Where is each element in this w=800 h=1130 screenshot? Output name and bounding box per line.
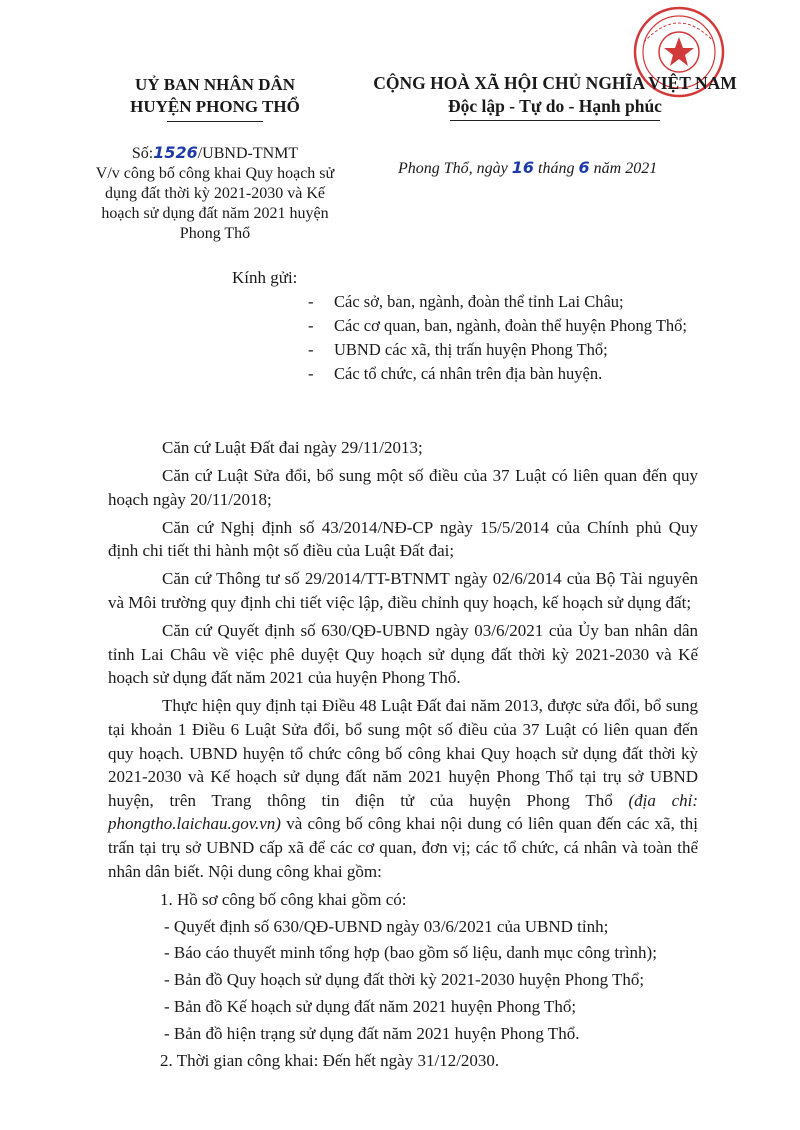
website-address: (địa chỉ: phongtho.laichau.gov.vn): [108, 790, 698, 834]
recipient-item: - UBND các xã, thị trấn huyện Phong Thổ;: [308, 340, 608, 359]
recipients-heading: Kính gửi:: [232, 268, 298, 287]
list-item: - Bản đồ Kế hoạch sử dụng đất năm 2021 huyện Phong Thổ;: [164, 997, 577, 1017]
doc-number-prefix: Số:: [131, 145, 154, 162]
authority-line-1: UỶ BAN NHÂN DÂN: [134, 75, 296, 94]
issuing-authority: [85, 74, 345, 122]
legal-basis-paragraph: Căn cứ Luật Đất đai ngày 29/11/2013;: [162, 438, 423, 457]
doc-number-suffix: /UBND-TNMT: [197, 145, 299, 162]
recipient-item: - Các cơ quan, ban, ngành, đoàn thể huyện Phong Thổ;: [308, 316, 688, 335]
date-month: 6: [578, 158, 590, 177]
list-item: - Bản đồ hiện trạng sử dụng đất năm 2021 huyện Phong Thổ.: [164, 1024, 580, 1044]
legal-basis-paragraph: Căn cứ Nghị định số 43/2014/NĐ-CP ngày 15/5/2014 của Chính phủ Quy định chi tiết thi hành một số điều của Luật Đất đai;: [108, 517, 698, 561]
list-item: - Bản đồ Quy hoạch sử dụng đất thời kỳ 2021-2030 huyện Phong Thổ;: [164, 970, 645, 990]
implementation-paragraph: Thực hiện quy định tại Điều 48 Luật Đất đai năm 2013, được sửa đổi, bổ sung tại khoản 1 Điều 6 Luật Sửa đổi, bổ sung một số điều của 37 Luật có liên quan đến quy hoạch. UBND huyện tổ chức công bố công khai Quy hoạch sử dụng đất thời kỳ 2021-2030 và Kế hoạch sử dụng đất năm 2021 huyện Phong Thổ tại trụ sở UBND huyện, trên Trang thông tin điện tử của huyện Phong Thổ (địa chỉ: phongtho.laichau.gov.vn) và công bố công khai nội dung có liên quan đến các xã, thị trấn tại trụ sở UBND cấp xã để các cơ quan, đơn vị; các tổ chức, cá nhân và toàn thể nhân dân biết. Nội dung công khai gồm:: [108, 696, 699, 881]
legal-basis-paragraph: Căn cứ Thông tư số 29/2014/TT-BTNMT ngày 02/6/2014 của Bộ Tài nguyên và Môi trường quy định chi tiết việc lập, điều chỉnh quy hoạch, kế hoạch sử dụng đất;: [108, 569, 698, 613]
doc-number-handwritten: 1526: [153, 143, 198, 162]
motto-underline: [450, 120, 660, 121]
document-body: [108, 436, 698, 1076]
date-month-word: tháng: [538, 160, 575, 177]
list-item: 2. Thời gian công khai: Đến hết ngày 31/12/2030.: [160, 1051, 500, 1071]
national-title: [345, 72, 765, 121]
date-line: [398, 158, 758, 178]
list-item: - Báo cáo thuyết minh tổng hợp (bao gồm số liệu, danh mục công trình);: [164, 943, 657, 963]
authority-underline: [167, 121, 263, 122]
recipients-list: [308, 290, 687, 386]
recipient-item: - Các sở, ban, ngành, đoàn thể tỉnh Lai Châu;: [308, 292, 624, 311]
nation-name: CỘNG HOÀ XÃ HỘI CHỦ NGHĨA VIỆT NAM: [373, 73, 737, 93]
date-place: Phong Thổ, ngày: [398, 160, 508, 177]
national-motto: Độc lập - Tự do - Hạnh phúc: [448, 96, 662, 116]
authority-line-2: HUYỆN PHONG THỔ: [130, 97, 300, 116]
document-number: [85, 142, 345, 164]
date-day: 16: [511, 158, 535, 177]
recipient-item: - Các tổ chức, cá nhân trên địa bàn huyện.: [308, 364, 603, 383]
document-subject: V/v công bố công khai Quy hoạch sử dụng đất thời kỳ 2021-2030 và Kế hoạch sử dụng đất năm 2021 huyện Phong Thổ: [95, 165, 335, 242]
date-year: năm 2021: [593, 160, 658, 177]
disclosure-contents-list: [108, 888, 698, 1073]
legal-basis-paragraph: Căn cứ Luật Sửa đổi, bổ sung một số điều của 37 Luật có liên quan đến quy hoạch ngày 20/11/2018;: [108, 466, 698, 509]
legal-basis-paragraph: Căn cứ Quyết định số 630/QĐ-UBND ngày 03/6/2021 của Ủy ban nhân dân tỉnh Lai Châu về việc phê duyệt Quy hoạch sử dụng đất thời kỳ 2021-2030 và Kế hoạch sử dụng đất năm 2021 của huyện Phong Thổ.: [108, 621, 698, 688]
list-item: 1. Hồ sơ công bố công khai gồm có:: [160, 889, 407, 909]
list-item: - Quyết định số 630/QĐ-UBND ngày 03/6/2021 của UBND tỉnh;: [164, 916, 609, 936]
